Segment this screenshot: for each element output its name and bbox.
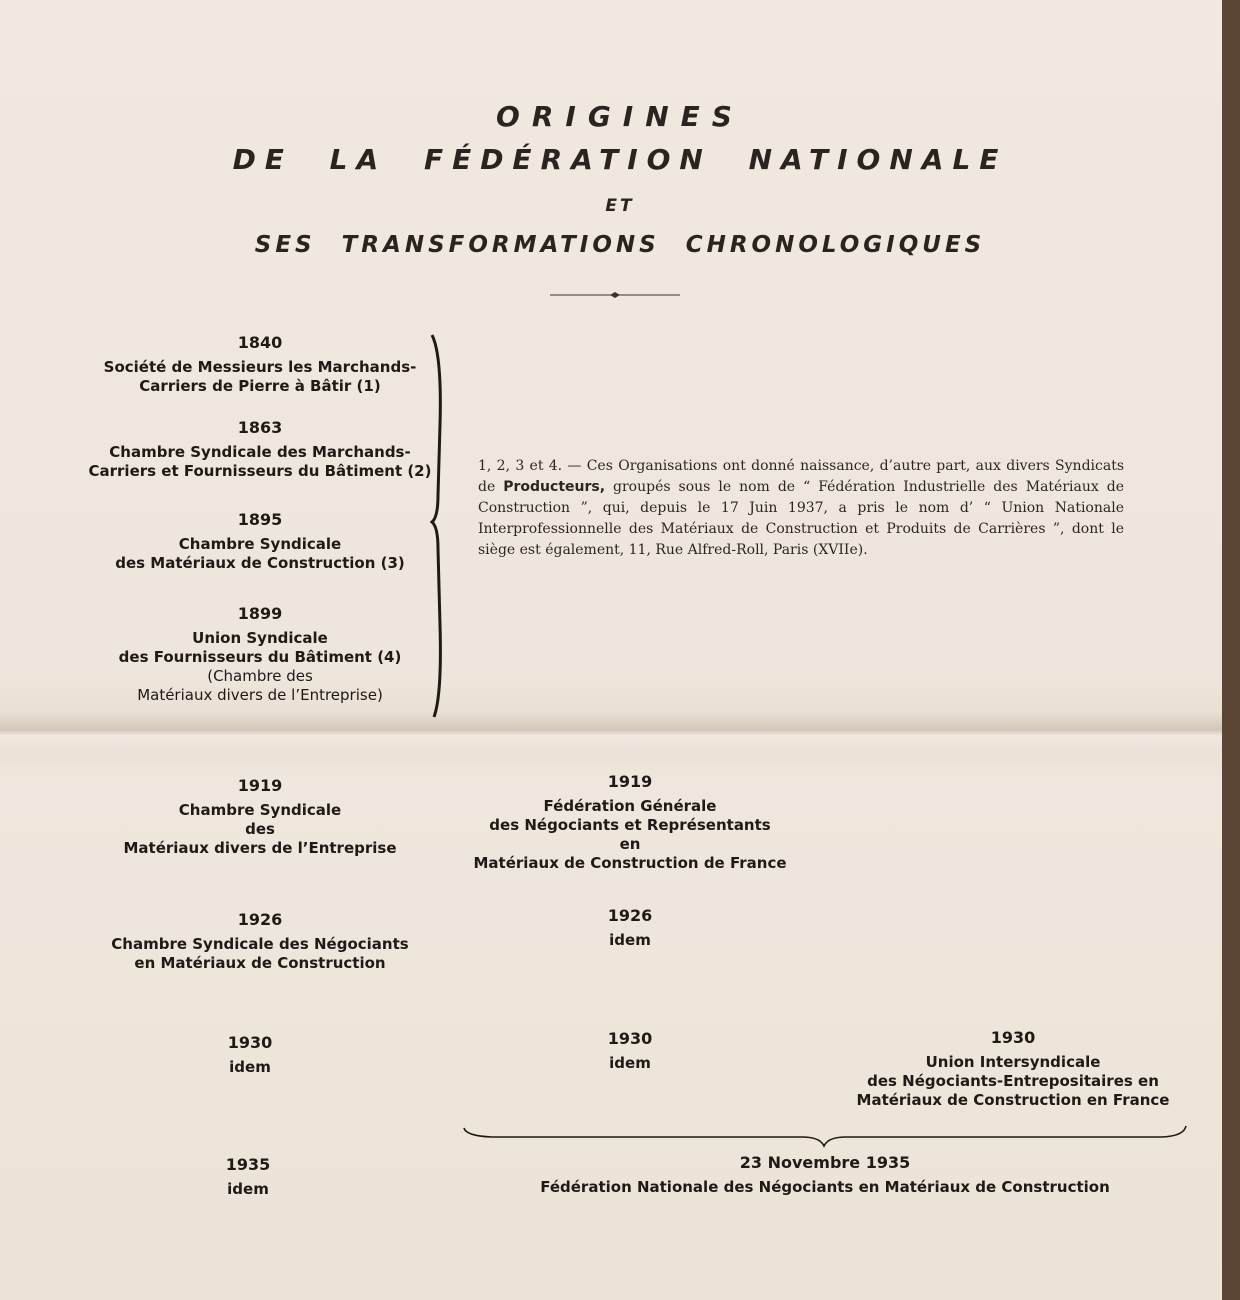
entry-year: 1930 [227,1033,273,1052]
entry-line: idem [229,1058,271,1076]
footnote-bold: Producteurs, [503,479,606,495]
footnote-part: 1, 2, 3 et 4. — Ces Organisations ont donné naissance, d’autre part, aux divers Syndicats de [478,458,1124,495]
paper-fold [0,712,1222,752]
col2-entry-1926 [530,906,730,950]
entry-line: idem [609,1054,651,1072]
entry-year: 1935 [225,1155,271,1174]
footnote-part: groupés sous le nom de “ Fédération Industrielle des Matériaux de Construction ”, qui, depuis le 17 Juin 1937, a pris le nom d’ “ Union Nationale Interprofessionnelle des Matériaux de Construction et Produits de Carrières ”, dont le siège est également, 11, Rue Alfred-Roll, Paris (XVIIe). [478,479,1124,558]
col1-entry-1935 [148,1155,348,1199]
entry-line: des Négociants et Représentants [489,816,771,834]
entry-year: 1899 [237,604,283,623]
early-entry-1895 [90,510,430,573]
entry-line: Union Syndicale [192,629,328,647]
title-line-2: DE LA FÉDÉRATION NATIONALE [232,143,1008,176]
curly-brace-horizontal [462,1124,1190,1150]
footnote-text [478,456,1124,561]
entry-year: 1919 [607,772,653,791]
col3-entry-1930 [830,1028,1196,1110]
entry-line: Chambre Syndicale [178,801,342,819]
entry-line: Fédération Générale [543,797,717,815]
entry-line: Société de Messieurs les Marchands- [103,358,417,376]
early-entry-1863 [80,418,440,481]
entry-line: des [245,820,275,838]
curly-brace-vertical [428,335,452,720]
entry-line: Chambre Syndicale des Négociants [111,935,409,953]
entry-subline: (Chambre des [207,667,313,685]
col2-entry-1919 [460,772,800,873]
merge-date: 23 Novembre 1935 [739,1153,911,1172]
col1-entry-1919 [100,776,420,858]
title-line-3: ET [605,196,635,216]
ornament-divider [550,292,680,298]
entry-line: Chambre Syndicale des Marchands- [109,443,411,461]
entry-year: 1926 [237,910,283,929]
entry-line: Chambre Syndicale [178,535,342,553]
entry-line: idem [609,931,651,949]
entry-line: Union Intersyndicale [925,1053,1101,1071]
entry-line: Carriers de Pierre à Bâtir (1) [139,377,381,395]
entry-year: 1930 [607,1029,653,1048]
entry-line: des Matériaux de Construction (3) [115,554,405,572]
entry-year: 1926 [607,906,653,925]
entry-line: Matériaux divers de l’Entreprise [123,839,397,857]
col1-entry-1926 [95,910,425,973]
entry-line: en Matériaux de Construction [134,954,386,972]
entry-line: des Fournisseurs du Bâtiment (4) [118,648,402,666]
title-line-1: ORIGINES [496,100,744,133]
entry-year: 1919 [237,776,283,795]
entry-line: en [619,835,641,853]
entry-line: Matériaux de Construction en France [856,1091,1170,1109]
merge-name: Fédération Nationale des Négociants en Matériaux de Construction [540,1178,1110,1196]
entry-year: 1840 [237,333,283,352]
title-line-4: SES TRANSFORMATIONS CHRONOLOGIQUES [254,232,986,258]
entry-year: 1863 [237,418,283,437]
early-entry-1840 [90,333,430,396]
col2-entry-1930 [530,1029,730,1073]
entry-line: idem [227,1180,269,1198]
entry-subline: Matériaux divers de l’Entreprise) [137,686,383,704]
merge-entry [500,1153,1150,1197]
entry-year: 1930 [990,1028,1036,1047]
entry-year: 1895 [237,510,283,529]
early-entry-1899 [90,604,430,705]
entry-line: des Négociants-Entrepositaires en [867,1072,1159,1090]
col1-entry-1930 [150,1033,350,1077]
entry-line: Carriers et Fournisseurs du Bâtiment (2) [88,462,432,480]
entry-line: Matériaux de Construction de France [473,854,787,872]
